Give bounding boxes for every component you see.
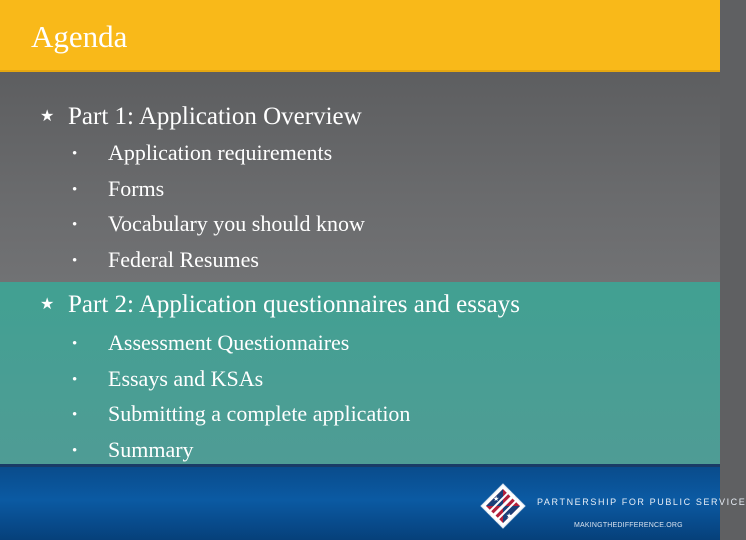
list-item [72,362,410,398]
svg-text:★: ★ [506,512,513,520]
section-part-1 [0,72,720,282]
list-item [72,397,410,433]
section-part-2 [0,282,720,464]
org-url: MAKINGTHEDIFFERENCE.ORG [574,522,683,529]
svg-text:★: ★ [493,495,500,503]
bullet-icon: • [72,407,78,423]
bullet-icon: • [72,217,78,233]
slide-title: Agenda [31,19,128,54]
partnership-emblem-icon [478,481,528,531]
footer-bar [0,464,746,540]
list-item [72,136,365,172]
list-item-text: Submitting a complete application [108,401,411,426]
title-bar [0,0,720,72]
list-item-text: Federal Resumes [108,246,259,272]
list-item-text: Forms [108,175,165,201]
section-heading-text: Part 1: Application Overview [68,103,362,130]
list-item [72,243,365,279]
section-heading-part-2 [40,290,520,320]
bullet-list-part-1 [72,136,365,278]
bullet-icon: • [72,336,78,352]
bullet-icon: • [72,252,78,269]
star-icon: ★ [40,108,55,125]
list-item-text: Vocabulary you should know [108,211,365,236]
star-icon: ★ [40,296,55,313]
list-item-text: Assessment Questionnaires [108,330,350,355]
bullet-icon: • [72,442,78,459]
bullet-icon: • [72,181,78,198]
section-heading-text: Part 2: Application questionnaires and essays [68,291,521,318]
list-item [72,433,410,469]
list-item [72,207,365,243]
list-item-text: Essays and KSAs [108,365,264,391]
list-item [72,172,365,208]
list-item [72,326,410,362]
bullet-icon: • [72,146,78,162]
org-name: PARTNERSHIP FOR PUBLIC SERVICE [537,497,746,507]
section-heading-part-1 [40,102,362,132]
bullet-list-part-2 [72,326,410,468]
list-item-text: Application requirements [108,140,333,165]
bullet-icon: • [72,371,78,388]
list-item-text: Summary [108,436,194,462]
